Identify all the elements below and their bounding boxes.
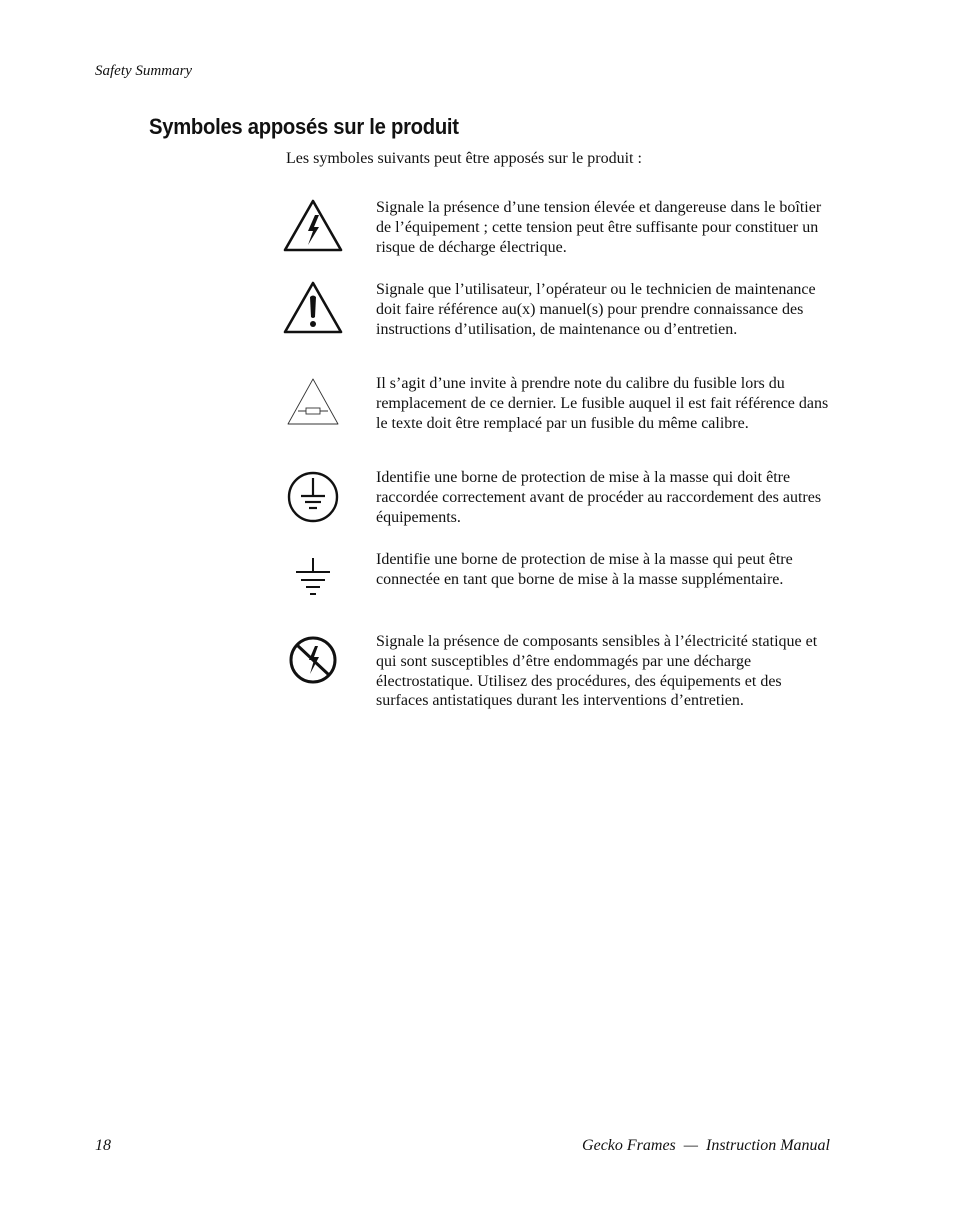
symbol-description: Signale la présence de composants sensibles à l’électricité statique et qui sont susceptibles d’être endommagés par une décharge électrostatique. Utilisez des procédures, des équipements et des surfaces antistatiques durant les interventions d’entretien. xyxy=(376,633,818,710)
fuse-triangle-icon xyxy=(280,374,346,440)
symbol-description: Il s’agit d’une invite à prendre note du calibre du fusible lors du remplacement de ce dernier. Le fusible auquel il est fait référence dans le texte doit être remplacé par un fusible du même calibre. xyxy=(376,375,829,432)
symbol-description: Signale que l’utilisateur, l’opérateur ou le technicien de maintenance doit faire référence au(x) manuel(s) pour prendre connaissance des instructions d’utilisation, de maintenance ou d’entretien. xyxy=(376,281,816,338)
protective-earth-icon xyxy=(280,468,346,534)
intro-text: Les symboles suivants peut être apposés sur le produit : xyxy=(286,150,642,167)
page-number: 18 xyxy=(95,1137,111,1154)
caution-exclamation-icon xyxy=(280,280,346,346)
running-header: Safety Summary xyxy=(95,63,193,79)
ground-icon xyxy=(280,550,346,616)
high-voltage-warning-icon xyxy=(280,198,346,264)
esd-sensitive-icon xyxy=(280,632,346,698)
symbol-description: Signale la présence d’une tension élevée et dangereuse dans le boîtier de l’équipement ; cette tension peut être suffisante pour constituer un risque de décharge électrique. xyxy=(376,199,822,256)
section-title: Symboles apposés sur le produit xyxy=(149,114,459,139)
symbol-description: Identifie une borne de protection de mise à la masse qui doit être raccordée correctement avant de procéder au raccordement des autres équipements. xyxy=(376,469,822,526)
symbol-description: Identifie une borne de protection de mise à la masse qui peut être connectée en tant que borne de mise à la masse supplémentaire. xyxy=(376,551,793,588)
footer-manual-title: Gecko Frames — Instruction Manual xyxy=(582,1137,830,1154)
